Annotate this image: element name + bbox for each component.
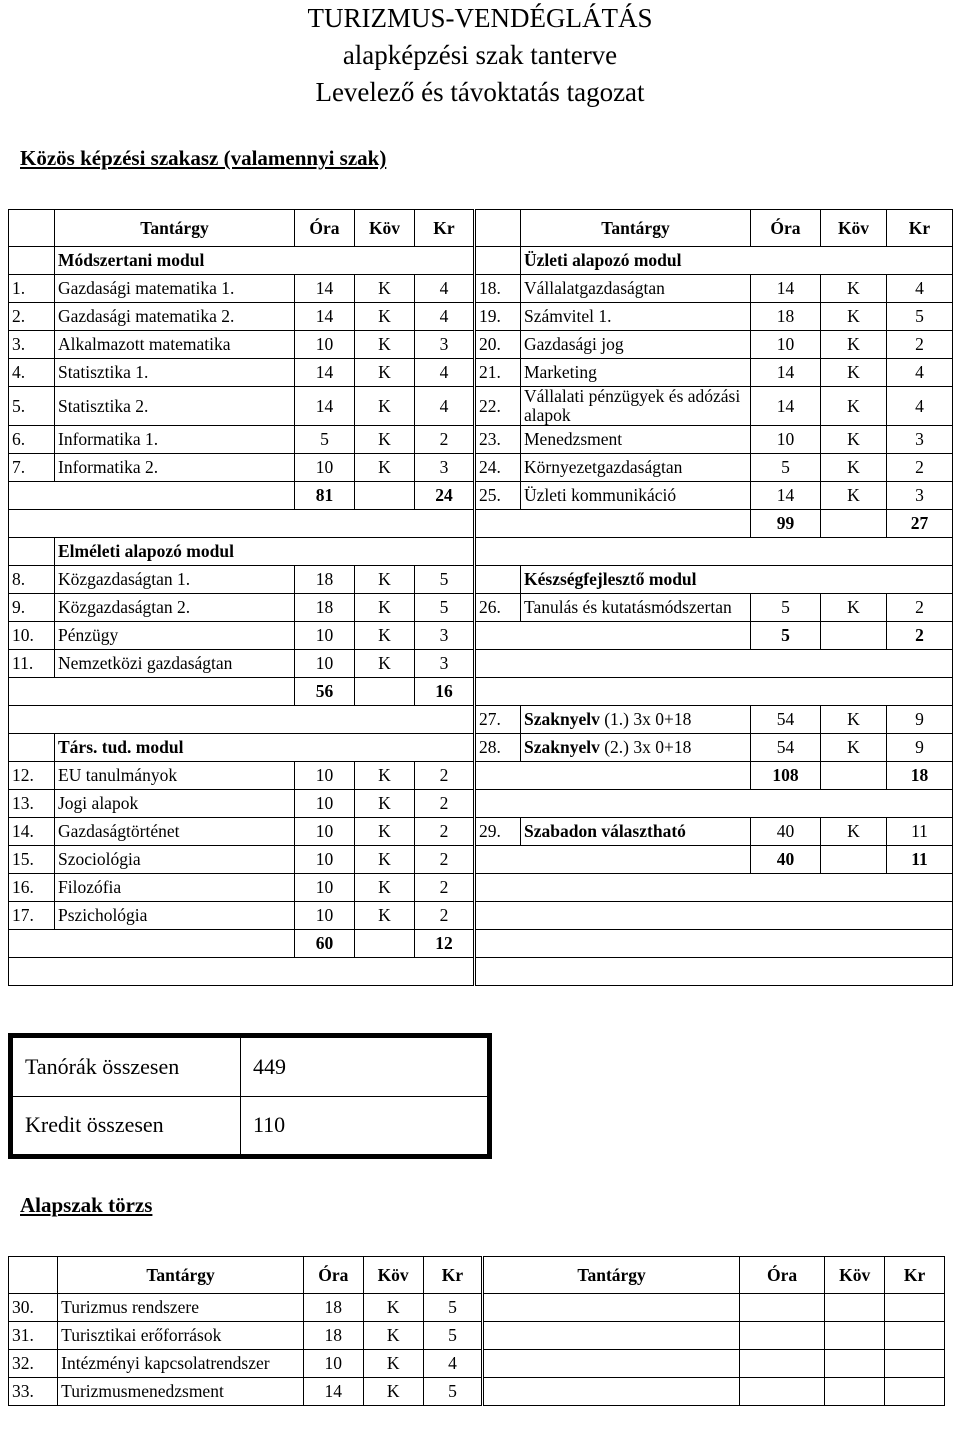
module-heading: Módszertani modul <box>55 247 475 275</box>
requirement: K <box>355 874 415 902</box>
empty-cell <box>475 210 521 247</box>
totals-box <box>8 1033 492 1159</box>
empty-cell <box>9 930 295 958</box>
row-number: 8. <box>9 566 55 594</box>
subject-name: Turizmus rendszere <box>58 1294 304 1322</box>
row-number: 28. <box>475 734 521 762</box>
hours: 10 <box>295 622 355 650</box>
requirement: K <box>363 1294 423 1322</box>
hours: 18 <box>303 1294 363 1322</box>
empty-cell <box>475 622 751 650</box>
header-requirement: Köv <box>825 1257 885 1294</box>
table-row <box>9 566 953 594</box>
table-row <box>9 247 953 275</box>
hours: 10 <box>295 874 355 902</box>
empty-cell <box>739 1322 824 1350</box>
module-total-hours: 81 <box>295 482 355 510</box>
empty-cell <box>825 1294 885 1322</box>
credits: 2 <box>415 426 475 454</box>
credits: 2 <box>415 818 475 846</box>
hours: 14 <box>295 359 355 387</box>
subject-name: Közgazdaságtan 1. <box>55 566 295 594</box>
row-number: 18. <box>475 275 521 303</box>
subject-name: Alkalmazott matematika <box>55 331 295 359</box>
row-number: 33. <box>9 1378 58 1406</box>
header-hours: Óra <box>751 210 821 247</box>
credits: 4 <box>415 359 475 387</box>
subject-name: Vállalatgazdaságtan <box>521 275 751 303</box>
row-number: 5. <box>9 387 55 426</box>
empty-cell <box>483 1322 739 1350</box>
hours: 14 <box>295 387 355 426</box>
module-total-credits: 11 <box>887 846 953 874</box>
row-number: 15. <box>9 846 55 874</box>
empty-cell <box>9 706 475 734</box>
row-number: 14. <box>9 818 55 846</box>
module-total-credits: 18 <box>887 762 953 790</box>
empty-cell <box>483 1350 739 1378</box>
module-total-hours: 5 <box>751 622 821 650</box>
table-row <box>9 359 953 387</box>
requirement: K <box>355 594 415 622</box>
doc-title: TURIZMUS-VENDÉGLÁTÁS <box>307 3 653 33</box>
empty-cell <box>821 846 887 874</box>
empty-cell <box>885 1378 945 1406</box>
hours: 14 <box>295 303 355 331</box>
requirement: K <box>821 387 887 426</box>
credits: 3 <box>415 331 475 359</box>
empty-cell <box>475 958 953 986</box>
hours: 10 <box>295 650 355 678</box>
empty-cell <box>825 1378 885 1406</box>
credits: 4 <box>887 387 953 426</box>
credits: 4 <box>887 359 953 387</box>
requirement: K <box>355 275 415 303</box>
row-number: 4. <box>9 359 55 387</box>
row-number: 6. <box>9 426 55 454</box>
hours: 5 <box>295 426 355 454</box>
table-row <box>9 387 953 426</box>
curriculum-table-common <box>8 209 953 986</box>
empty-cell <box>483 1378 739 1406</box>
hours: 18 <box>751 303 821 331</box>
module-total-hours: 40 <box>751 846 821 874</box>
requirement: K <box>355 902 415 930</box>
subject-name: Turisztikai erőforrások <box>58 1322 304 1350</box>
requirement: K <box>355 650 415 678</box>
table-row <box>9 538 953 566</box>
hours: 14 <box>751 275 821 303</box>
credits: 5 <box>423 1322 483 1350</box>
empty-cell <box>483 1294 739 1322</box>
requirement: K <box>821 594 887 622</box>
subject-name: Intézményi kapcsolatrendszer <box>58 1350 304 1378</box>
table-row <box>9 426 953 454</box>
requirement: K <box>355 387 415 426</box>
requirement: K <box>821 454 887 482</box>
hours: 10 <box>295 846 355 874</box>
hours: 10 <box>295 331 355 359</box>
requirement: K <box>821 426 887 454</box>
hours: 18 <box>295 566 355 594</box>
subject-name: Gazdasági matematika 1. <box>55 275 295 303</box>
row-number: 22. <box>475 387 521 426</box>
requirement: K <box>355 426 415 454</box>
empty-cell <box>885 1322 945 1350</box>
hours: 14 <box>751 359 821 387</box>
credits: 3 <box>415 622 475 650</box>
table-row <box>9 454 953 482</box>
header-subject: Tantárgy <box>55 210 295 247</box>
empty-cell <box>475 538 953 566</box>
empty-cell <box>475 650 953 678</box>
requirement: K <box>355 846 415 874</box>
table-row <box>9 331 953 359</box>
table-row <box>9 303 953 331</box>
header-requirement: Köv <box>821 210 887 247</box>
row-number: 1. <box>9 275 55 303</box>
hours: 10 <box>751 331 821 359</box>
table-row <box>9 734 953 762</box>
credits: 2 <box>887 454 953 482</box>
module-heading: Társ. tud. modul <box>55 734 475 762</box>
credits: 11 <box>887 818 953 846</box>
hours: 10 <box>751 426 821 454</box>
empty-cell <box>475 510 751 538</box>
hours: 18 <box>303 1322 363 1350</box>
empty-cell <box>475 874 953 902</box>
hours: 14 <box>751 482 821 510</box>
empty-cell <box>355 930 415 958</box>
credits: 2 <box>415 902 475 930</box>
subject-name: Tanulás és kutatásmódszertan <box>521 594 751 622</box>
header-subject: Tantárgy <box>483 1257 739 1294</box>
module-total-credits: 24 <box>415 482 475 510</box>
requirement: K <box>355 818 415 846</box>
subject-name-rest: (1.) 3x 0+18 <box>599 709 692 729</box>
header-subject: Tantárgy <box>521 210 751 247</box>
requirement: K <box>355 622 415 650</box>
subject-name: Informatika 2. <box>55 454 295 482</box>
row-number: 32. <box>9 1350 58 1378</box>
header-requirement: Köv <box>363 1257 423 1294</box>
hours: 54 <box>751 734 821 762</box>
empty-cell <box>9 247 55 275</box>
empty-cell <box>475 678 953 706</box>
requirement: K <box>821 818 887 846</box>
subject-name: Gazdaságtörténet <box>55 818 295 846</box>
empty-cell <box>9 538 55 566</box>
subject-name: EU tanulmányok <box>55 762 295 790</box>
header-subject: Tantárgy <box>58 1257 304 1294</box>
curriculum-table-core <box>8 1256 945 1406</box>
module-total-hours: 60 <box>295 930 355 958</box>
empty-cell <box>9 510 475 538</box>
empty-cell <box>355 482 415 510</box>
header-hours: Óra <box>739 1257 824 1294</box>
credits: 4 <box>423 1350 483 1378</box>
row-number: 16. <box>9 874 55 902</box>
requirement: K <box>821 482 887 510</box>
credits: 2 <box>887 331 953 359</box>
table-row <box>9 846 953 874</box>
module-total-hours: 56 <box>295 678 355 706</box>
table-row <box>9 622 953 650</box>
credits: 3 <box>887 482 953 510</box>
subject-name: Üzleti kommunikáció <box>521 482 751 510</box>
row-number: 17. <box>9 902 55 930</box>
table-row <box>9 874 953 902</box>
row-number: 27. <box>475 706 521 734</box>
hours: 54 <box>751 706 821 734</box>
total-hours-label: Tanórák összesen <box>13 1038 241 1097</box>
subject-name: Informatika 1. <box>55 426 295 454</box>
row-number: 9. <box>9 594 55 622</box>
empty-cell <box>475 566 521 594</box>
table-header-row <box>9 210 953 247</box>
table-row <box>9 275 953 303</box>
empty-cell <box>475 790 953 818</box>
subject-name: Számvitel 1. <box>521 303 751 331</box>
hours: 10 <box>295 902 355 930</box>
module-heading: Készségfejlesztő modul <box>521 566 953 594</box>
header-credits: Kr <box>885 1257 945 1294</box>
module-total-credits: 2 <box>887 622 953 650</box>
subject-name: Gazdasági jog <box>521 331 751 359</box>
header-requirement: Köv <box>355 210 415 247</box>
table-row <box>9 594 953 622</box>
empty-cell <box>9 734 55 762</box>
empty-cell <box>821 510 887 538</box>
credits: 9 <box>887 734 953 762</box>
row-number: 31. <box>9 1322 58 1350</box>
subject-name: Statisztika 2. <box>55 387 295 426</box>
requirement: K <box>821 303 887 331</box>
requirement: K <box>821 734 887 762</box>
requirement: K <box>821 359 887 387</box>
table-header-row <box>9 1257 945 1294</box>
section-title-common: Közös képzési szakasz (valamennyi szak) <box>20 146 387 170</box>
empty-cell <box>9 678 295 706</box>
hours: 14 <box>303 1378 363 1406</box>
empty-cell <box>885 1294 945 1322</box>
empty-cell <box>885 1350 945 1378</box>
subject-name: Filozófia <box>55 874 295 902</box>
subject-name: Szociológia <box>55 846 295 874</box>
credits: 2 <box>415 762 475 790</box>
requirement: K <box>363 1378 423 1406</box>
header-hours: Óra <box>295 210 355 247</box>
row-number: 12. <box>9 762 55 790</box>
empty-cell <box>9 1257 58 1294</box>
requirement: K <box>355 454 415 482</box>
credits: 5 <box>415 594 475 622</box>
header-credits: Kr <box>887 210 953 247</box>
requirement: K <box>355 566 415 594</box>
credits: 3 <box>887 426 953 454</box>
subject-name-bold: Szaknyelv <box>524 709 600 729</box>
doc-subtitle: alapképzési szak tanterve <box>342 40 618 70</box>
subject-name: Gazdasági matematika 2. <box>55 303 295 331</box>
table-row <box>9 1322 945 1350</box>
module-total-credits: 16 <box>415 678 475 706</box>
doc-subtitle-mode: Levelező és távoktatás tagozat <box>315 77 645 107</box>
credits: 5 <box>423 1378 483 1406</box>
row-number: 13. <box>9 790 55 818</box>
credits: 4 <box>415 303 475 331</box>
empty-cell <box>475 902 953 930</box>
hours: 40 <box>751 818 821 846</box>
requirement: K <box>355 359 415 387</box>
table-row <box>9 678 953 706</box>
row-number: 11. <box>9 650 55 678</box>
table-row <box>9 510 953 538</box>
table-row <box>9 902 953 930</box>
row-number: 21. <box>475 359 521 387</box>
table-row <box>9 650 953 678</box>
module-total-credits: 27 <box>887 510 953 538</box>
module-total-hours: 99 <box>751 510 821 538</box>
table-row <box>9 706 953 734</box>
table-row <box>9 930 953 958</box>
subject-name: Vállalati pénzügyek és adózási alapok <box>521 387 751 426</box>
credits: 5 <box>415 566 475 594</box>
requirement: K <box>363 1322 423 1350</box>
empty-cell <box>475 247 521 275</box>
row-number: 29. <box>475 818 521 846</box>
empty-cell <box>475 846 751 874</box>
total-credits-label: Kredit összesen <box>13 1096 241 1155</box>
empty-cell <box>9 958 475 986</box>
requirement: K <box>355 762 415 790</box>
table-row <box>9 1350 945 1378</box>
credits: 4 <box>887 275 953 303</box>
hours: 10 <box>303 1350 363 1378</box>
subject-name: Közgazdaságtan 2. <box>55 594 295 622</box>
credits: 3 <box>415 454 475 482</box>
subject-name: Környezetgazdaságtan <box>521 454 751 482</box>
requirement: K <box>821 331 887 359</box>
empty-cell <box>821 622 887 650</box>
table-row <box>9 482 953 510</box>
table-row <box>9 1378 945 1406</box>
credits: 4 <box>415 387 475 426</box>
subject-name-bold: Szaknyelv <box>524 737 600 757</box>
requirement: K <box>363 1350 423 1378</box>
row-number: 30. <box>9 1294 58 1322</box>
empty-cell <box>475 930 953 958</box>
subject-name: Marketing <box>521 359 751 387</box>
requirement: K <box>355 331 415 359</box>
subject-name: Pszichológia <box>55 902 295 930</box>
row-number: 23. <box>475 426 521 454</box>
table-row <box>9 1294 945 1322</box>
module-heading: Elméleti alapozó modul <box>55 538 475 566</box>
row-number: 10. <box>9 622 55 650</box>
subject-name-bold: Szabadon választható <box>524 821 686 841</box>
hours: 18 <box>295 594 355 622</box>
subject-name <box>521 734 751 762</box>
subject-name: Turizmusmenedzsment <box>58 1378 304 1406</box>
credits: 2 <box>415 874 475 902</box>
hours: 5 <box>751 454 821 482</box>
subject-name <box>521 706 751 734</box>
row-number: 24. <box>475 454 521 482</box>
section-title-core: Alapszak törzs <box>20 1193 153 1217</box>
subject-name: Statisztika 1. <box>55 359 295 387</box>
total-hours-value: 449 <box>241 1038 488 1097</box>
subject-name: Nemzetközi gazdaságtan <box>55 650 295 678</box>
empty-cell <box>821 762 887 790</box>
module-heading: Üzleti alapozó modul <box>521 247 953 275</box>
subject-name: Pénzügy <box>55 622 295 650</box>
row-number: 26. <box>475 594 521 622</box>
row-number: 20. <box>475 331 521 359</box>
row-number: 19. <box>475 303 521 331</box>
credits: 2 <box>415 846 475 874</box>
subject-name-rest: (2.) 3x 0+18 <box>599 737 692 757</box>
subject-name <box>521 818 751 846</box>
table-row <box>9 790 953 818</box>
credits: 2 <box>415 790 475 818</box>
empty-cell <box>9 210 55 247</box>
row-number: 7. <box>9 454 55 482</box>
credits: 5 <box>423 1294 483 1322</box>
hours: 10 <box>295 818 355 846</box>
hours: 10 <box>295 762 355 790</box>
requirement: K <box>821 706 887 734</box>
subject-name: Menedzsment <box>521 426 751 454</box>
header-credits: Kr <box>415 210 475 247</box>
empty-cell <box>739 1350 824 1378</box>
empty-cell <box>825 1350 885 1378</box>
hours: 14 <box>295 275 355 303</box>
requirement: K <box>355 303 415 331</box>
module-total-hours: 108 <box>751 762 821 790</box>
credits: 4 <box>415 275 475 303</box>
credits: 5 <box>887 303 953 331</box>
row-number: 3. <box>9 331 55 359</box>
module-total-credits: 12 <box>415 930 475 958</box>
credits: 9 <box>887 706 953 734</box>
empty-cell <box>739 1378 824 1406</box>
table-row <box>9 958 953 986</box>
row-number: 25. <box>475 482 521 510</box>
requirement: K <box>355 790 415 818</box>
subject-name: Jogi alapok <box>55 790 295 818</box>
header-credits: Kr <box>423 1257 483 1294</box>
hours: 14 <box>751 387 821 426</box>
requirement: K <box>821 275 887 303</box>
credits: 2 <box>887 594 953 622</box>
empty-cell <box>825 1322 885 1350</box>
hours: 10 <box>295 454 355 482</box>
row-number: 2. <box>9 303 55 331</box>
total-credits-value: 110 <box>241 1096 488 1155</box>
hours: 5 <box>751 594 821 622</box>
credits: 3 <box>415 650 475 678</box>
empty-cell <box>355 678 415 706</box>
table-row <box>9 818 953 846</box>
table-row <box>9 762 953 790</box>
empty-cell <box>739 1294 824 1322</box>
empty-cell <box>475 762 751 790</box>
header-hours: Óra <box>303 1257 363 1294</box>
empty-cell <box>9 482 295 510</box>
hours: 10 <box>295 790 355 818</box>
